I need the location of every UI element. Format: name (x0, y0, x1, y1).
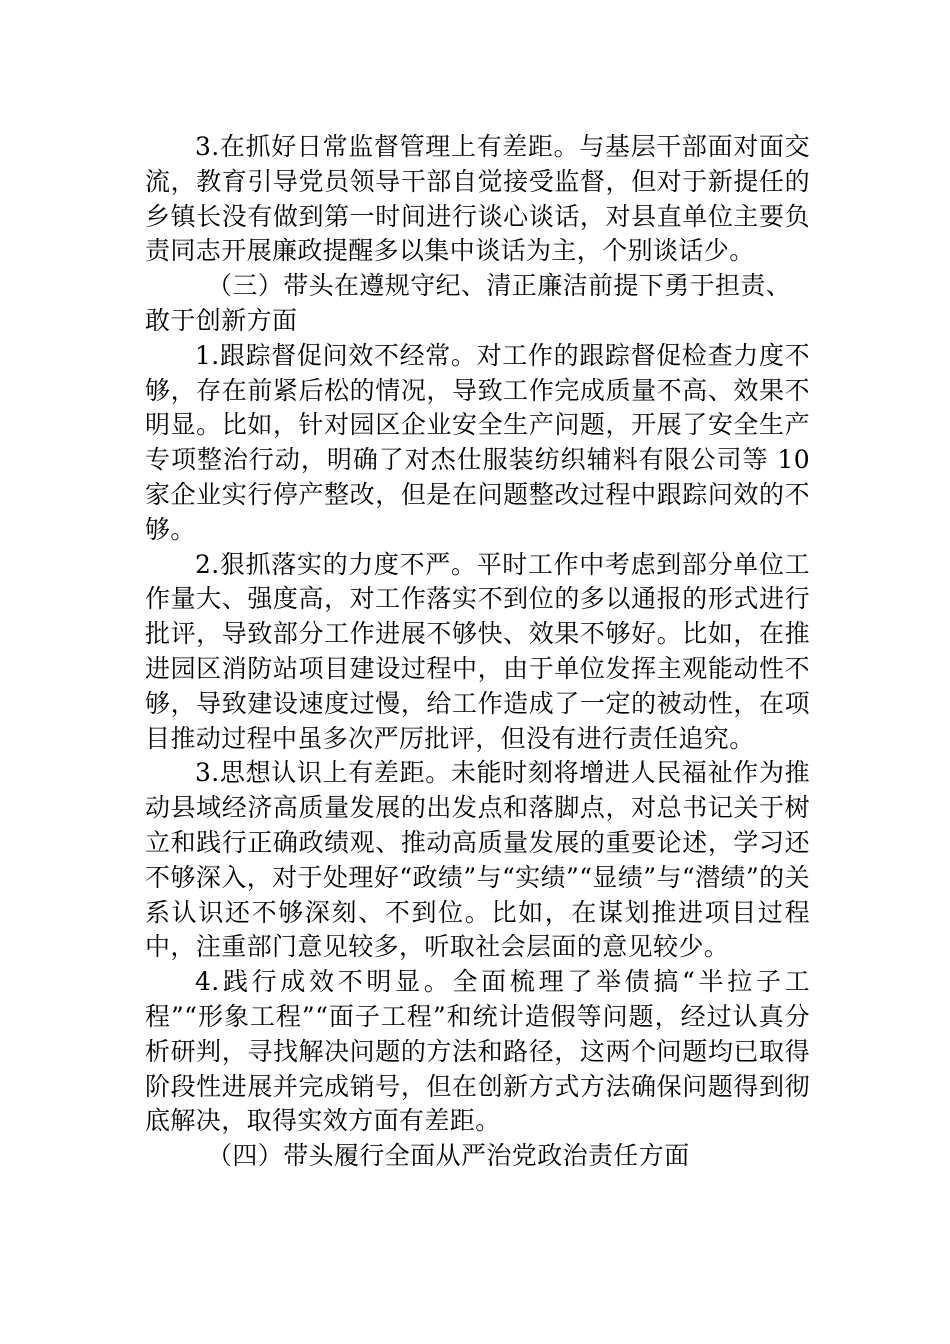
section-heading-three: （三）带头在遵规守纪、清正廉洁前提下勇于担责、敢于创新方面 (145, 271, 792, 335)
document-body (145, 130, 810, 1174)
paragraph-awareness: 3.思想认识上有差距。未能时刻将增进人民福祉作为推动县域经济高质量发展的出发点和落脚点，对总书记关于树立和践行正确政绩观、推动高质量发展的重要论述，学习还不够深入，对于处理好“政绩”与“实绩”“显绩”与“潜绩”的关系认识还不够深刻、不到位。比如，在谋划推进项目过程中，注重部门意见较多，听取社会层面的意见较少。 (145, 758, 810, 962)
paragraph-follow-up: 1.跟踪督促问效不经常。对工作的跟踪督促检查力度不够，存在前紧后松的情况，导致工作完成质量不高、效果不明显。比如，针对园区企业安全生产问题，开展了安全生产专项整治行动，明确了对杰仕服装纺织辅料有限公司等 10 家企业实行停产整改，但是在问题整改过程中跟踪问效的不够。 (145, 340, 810, 544)
paragraph-effectiveness: 4.践行成效不明显。全面梳理了举债搞“半拉子工程”“形象工程”“面子工程”和统计造假等问题，经过认真分析研判，寻找解决问题的方法和路径，这两个问题均已取得阶段性进展并完成销号，但在创新方式方法确保问题得到彻底解决，取得实效方面有差距。 (145, 967, 810, 1136)
paragraph-supervision-gap: 3.在抓好日常监督管理上有差距。与基层干部面对面交流，教育引导党员领导干部自觉接受监督，但对于新提任的乡镇长没有做到第一时间进行谈心谈话，对县直单位主要负责同志开展廉政提醒多以集中谈话为主，个别谈话少。 (145, 132, 810, 266)
paragraph-implementation: 2.狠抓落实的力度不严。平时工作中考虑到部分单位工作量大、强度高，对工作落实不到位的多以通报的形式进行批评，导致部分工作进展不够快、效果不够好。比如，在推进园区消防站项目建设过程中，由于单位发挥主观能动性不够，导致建设速度过慢，给工作造成了一定的被动性，在项目推动过程中虽多次严厉批评，但没有进行责任追究。 (145, 549, 810, 753)
section-heading-four: （四）带头履行全面从严治党政治责任方面 (207, 1141, 690, 1171)
